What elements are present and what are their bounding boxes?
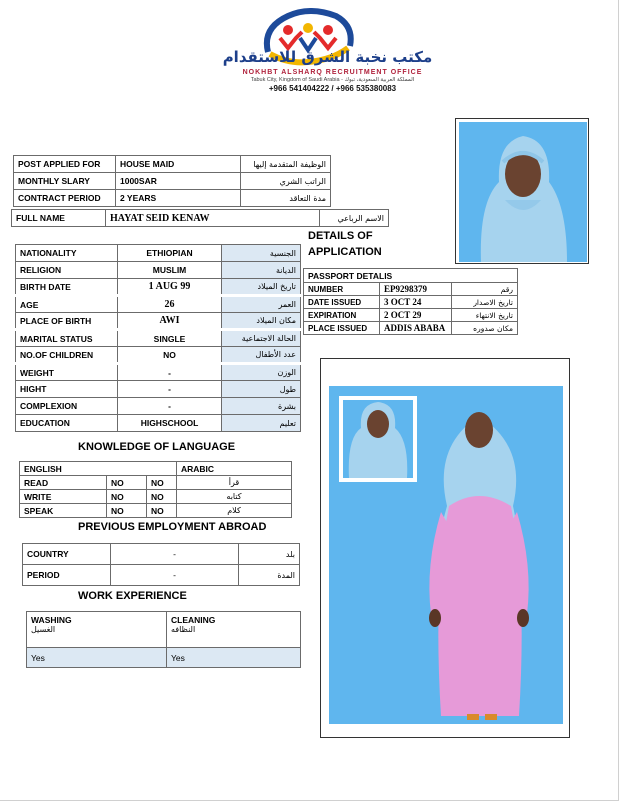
table-row [20,476,292,490]
personal-ar-label: بشرة [222,398,301,415]
table-row [304,296,518,309]
personal-ar-label: مكان الميلاد [222,313,301,330]
personal-ar-label: الجنسية [222,245,301,262]
passport-ar-label: رقم [452,283,518,296]
table-row [304,269,518,283]
portrait-photo [459,122,587,262]
table-row [20,504,292,518]
work-table [26,611,301,668]
passport-label: PLACE ISSUED [304,322,380,335]
personal-label: PLACE OF BIRTH [16,313,118,330]
personal-ar-label: طول [222,381,301,398]
employment-value: - [111,565,239,586]
contract-label: CONTRACT PERIOD [14,190,116,207]
passport-ar-label: مكان صدوره [452,322,518,335]
full-body-photo-frame [320,358,570,738]
cleaning-cell [167,612,301,648]
passport-value: EP9298379 [380,283,452,296]
cleaning-label: CLEANING [171,615,216,625]
table-row [16,262,301,279]
personal-value: - [118,364,222,381]
table-row [16,398,301,415]
office-phones: +966 541404222 / +966 535380083 [268,84,397,93]
details-heading: DETAILS OF APPLICATION [308,230,382,258]
washing-cell [27,612,167,648]
table-row [16,279,301,296]
personal-label: NO.OF CHILDREN [16,347,118,364]
contract-ar-label: مدة التعاقد [241,190,331,207]
personal-ar-label: العمر [222,296,301,313]
post-value: HOUSE MAID [116,156,241,173]
full-name-table [11,209,389,227]
personal-table [15,244,301,432]
table-row [27,612,301,648]
personal-ar-label: عدد الأطفال [222,347,301,364]
table-row [16,347,301,364]
post-label: POST APPLIED FOR [14,156,116,173]
language-skill-label: WRITE [20,490,107,504]
office-arabic-name: مكتب نخبة الشرق للاستقدام [222,48,433,66]
table-row [16,245,301,262]
passport-value: 3 OCT 24 [380,296,452,309]
full-body-photo [329,386,563,724]
personal-value: NO [118,347,222,364]
table-row [304,283,518,296]
personal-value: SINGLE [118,330,222,347]
table-row [16,296,301,313]
language-skill-label: SPEAK [20,504,107,518]
employment-heading: PREVIOUS EMPLOYMENT ABROAD [78,521,267,533]
table-row [14,156,331,173]
table-row [20,462,292,476]
personal-label: RELIGION [16,262,118,279]
english-level: NO [107,476,147,490]
table-row [20,490,292,504]
arabic-level: NO [147,476,177,490]
passport-ar-label: تاريخ الانتهاء [452,309,518,322]
office-address: Tabuk City, Kingdom of Saudi Arabia - المملكة العربية السعودية، تبوك [250,77,415,83]
personal-label: EDUCATION [16,415,118,432]
table-row [16,364,301,381]
contract-value: 2 YEARS [116,190,241,207]
employment-value: - [111,544,239,565]
passport-value: ADDIS ABABA [380,322,452,335]
personal-label: WEIGHT [16,364,118,381]
personal-label: COMPLEXION [16,398,118,415]
employment-table [22,543,300,586]
passport-label: DATE ISSUED [304,296,380,309]
washing-ar-label: الغسيل [31,625,56,634]
employment-ar-label: بلد [239,544,300,565]
salary-label: MONTHLY SLARY [14,173,116,190]
language-ar-label: قرأ [177,476,292,490]
work-heading: WORK EXPERIENCE [78,590,187,602]
personal-value: HIGHSCHOOL [118,415,222,432]
post-ar-label: الوظيفة المتقدمة إليها [241,156,331,173]
passport-table [303,268,518,335]
personal-ar-label: الوزن [222,364,301,381]
cleaning-value: Yes [167,648,301,668]
post-table [13,155,331,207]
passport-value: 2 OCT 29 [380,309,452,322]
arabic-header: ARABIC [177,462,292,476]
language-ar-label: كلام [177,504,292,518]
portrait-photo-frame [455,118,589,264]
cleaning-ar-label: النظافه [171,625,196,634]
personal-value: - [118,398,222,415]
full-name-ar-label: الاسم الرباعي [320,210,389,227]
washing-value: Yes [27,648,167,668]
personal-ar-label: تاريخ الميلاد [222,279,301,296]
personal-ar-label: تعليم [222,415,301,432]
personal-label: MARITAL STATUS [16,330,118,347]
table-row [12,210,389,227]
full-name-value: HAYAT SEID KENAW [106,210,320,227]
table-row [14,190,331,207]
arabic-level: NO [147,490,177,504]
table-row [304,322,518,335]
personal-value: 26 [118,296,222,313]
personal-value: 1 AUG 99 [118,279,222,296]
personal-label: NATIONALITY [16,245,118,262]
language-ar-label: كتابه [177,490,292,504]
table-row [23,544,300,565]
table-row [23,565,300,586]
washing-label: WASHING [31,615,72,625]
personal-ar-label: الحالة الاجتماعية [222,330,301,347]
salary-ar-label: الراتب الشري [241,173,331,190]
personal-value: ETHIOPIAN [118,245,222,262]
employment-label: PERIOD [23,565,111,586]
employment-label: COUNTRY [23,544,111,565]
table-row [304,309,518,322]
english-level: NO [107,504,147,518]
passport-label: NUMBER [304,283,380,296]
personal-value: MUSLIM [118,262,222,279]
language-heading: KNOWLEDGE OF LANGUAGE [78,441,236,453]
personal-label: HIGHT [16,381,118,398]
office-english-name: NOKHBT ALSHARQ RECRUITMENT OFFICE [242,69,423,76]
table-row [27,648,301,668]
full-name-label: FULL NAME [12,210,106,227]
table-row [16,330,301,347]
personal-ar-label: الديانة [222,262,301,279]
salary-value: 1000SAR [116,173,241,190]
arabic-level: NO [147,504,177,518]
passport-label: EXPIRATION [304,309,380,322]
table-row [14,173,331,190]
employment-ar-label: المدة [239,565,300,586]
passport-ar-label: تاريخ الاصدار [452,296,518,309]
personal-label: BIRTH DATE [16,279,118,296]
language-table [19,461,292,518]
personal-value: - [118,381,222,398]
table-row [16,415,301,432]
english-header: ENGLISH [20,462,177,476]
personal-label: AGE [16,296,118,313]
table-row [16,313,301,330]
passport-title: PASSPORT DETALIS [304,269,518,283]
language-skill-label: READ [20,476,107,490]
personal-value: AWI [118,313,222,330]
table-row [16,381,301,398]
english-level: NO [107,490,147,504]
